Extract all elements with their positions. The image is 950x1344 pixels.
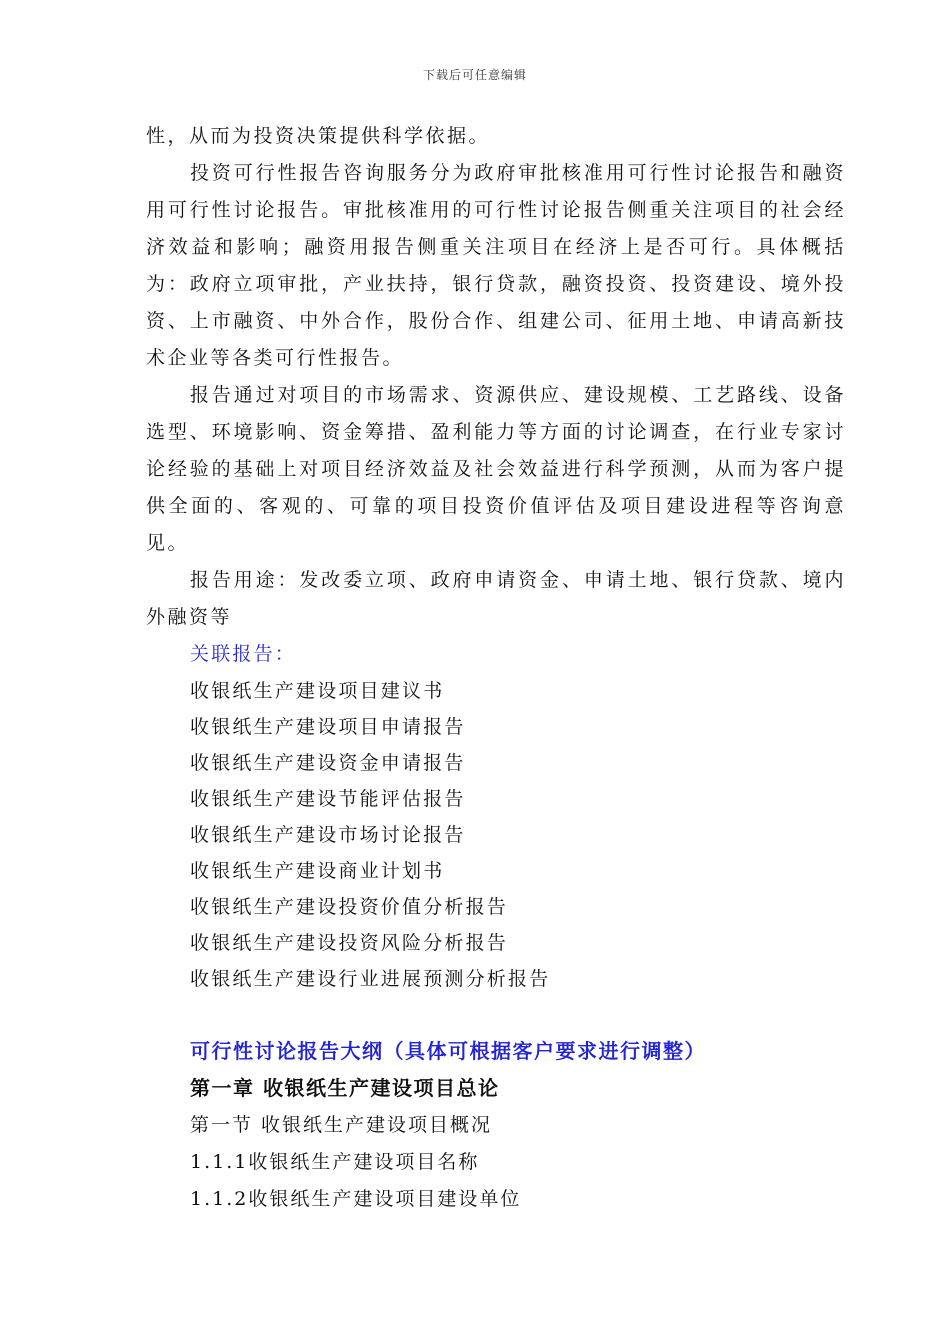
paragraph-service-types: 投资可行性报告咨询服务分为政府审批核准用可行性讨论报告和融资用可行性讨论报告。审批核准用的可行性讨论报告侧重关注项目的社会经济效益和影响；融资用报告侧重关注项目在经济上是否可行。具体概括为：政府立项审批，产业扶持，银行贷款，融资投资、投资建设、境外投资、上市融资、中外合作，股份合作、组建公司、征用土地、申请高新技术企业等各类可行性报告。 — [146, 162, 846, 369]
related-report-item[interactable]: 收银纸生产建设节能评估报告 — [190, 788, 466, 810]
section-title: 第一节 收银纸生产建设项目概况 — [190, 1114, 493, 1136]
paragraph-report-usage: 报告用途：发改委立项、政府申请资金、申请土地、银行贷款、境内外融资等 — [146, 569, 846, 628]
section-spacer — [146, 997, 846, 1033]
related-report-item[interactable]: 收银纸生产建设资金申请报告 — [190, 752, 466, 774]
outline-heading: 可行性讨论报告大纲（具体可根据客户要求进行调整） — [190, 1039, 706, 1063]
related-report-item[interactable]: 收银纸生产建设市场讨论报告 — [190, 824, 466, 846]
related-report-item[interactable]: 收银纸生产建设行业进展预测分析报告 — [190, 968, 551, 990]
related-report-item[interactable]: 收银纸生产建设投资风险分析报告 — [190, 932, 509, 954]
related-report-item[interactable]: 收银纸生产建设项目建议书 — [190, 680, 445, 702]
outline-item: 1.1.2收银纸生产建设项目建设单位 — [190, 1188, 522, 1210]
document-body — [146, 118, 846, 1218]
paragraph-continuation: 性，从而为投资决策提供科学依据。 — [146, 125, 491, 147]
page-header: 下载后可任意编辑 — [422, 68, 527, 82]
related-reports-list — [146, 673, 846, 997]
related-report-item[interactable]: 收银纸生产建设投资价值分析报告 — [190, 896, 509, 918]
chapter-title: 第一章 收银纸生产建设项目总论 — [190, 1076, 500, 1100]
outline-item: 1.1.1收银纸生产建设项目名称 — [190, 1151, 480, 1173]
related-report-item[interactable]: 收银纸生产建设项目申请报告 — [190, 716, 466, 738]
paragraph-report-method: 报告通过对项目的市场需求、资源供应、建设规模、工艺路线、设备选型、环境影响、资金筹措、盈利能力等方面的讨论调查，在行业专家讨论经验的基础上对项目经济效益及社会效益进行科学预测，从而为客户提供全面的、客观的、可靠的项目投资价值评估及项目建设进程等咨询意见。 — [146, 384, 846, 554]
related-report-item[interactable]: 收银纸生产建设商业计划书 — [190, 860, 445, 882]
related-reports-heading: 关联报告： — [190, 643, 297, 665]
